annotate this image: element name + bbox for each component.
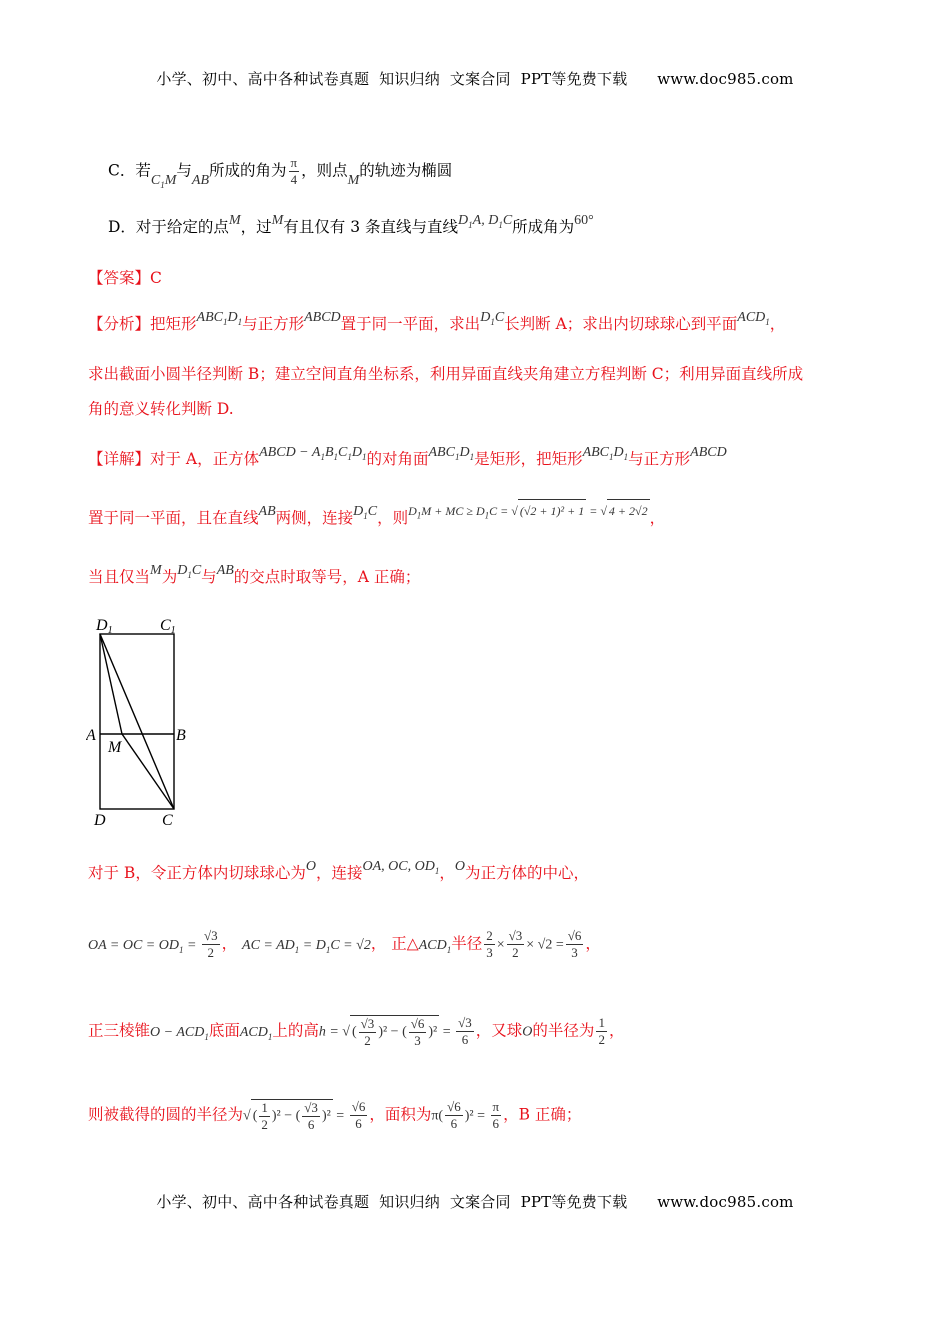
option-c-label: C．若	[108, 161, 151, 180]
detail-line-1: 【详解】对于 A，正方体ABCD − $A_1B_1C_1D_1$的对角面$ABC_1D_1$是矩形，把矩形$ABC_1D_1$与正方形ABCD	[88, 445, 727, 468]
partb-line-1: 对于 B，令正方体内切球球心为O，连接OA, OC, $OD_1$，O为正方体的中心，	[88, 859, 589, 882]
detail-line-2: 置于同一平面，且在直线AB两侧，连接$D_1C$，则$^{D_1M + MC \ge D_1C = √ (√2 + 1)^2 + 1 = √ 4 + 2√2}$ ，	[88, 507, 890, 535]
label-m: M	[108, 739, 122, 756]
analysis-line-3: 角的意义转化判断 D.	[88, 400, 234, 418]
partb-line-3: 正三棱锥$O - ACD_1$底面$ACD_1$上的高h = √ ( $\frac{√3}{2}$ )² − ( $\frac{√6}{3}$ )² = $\frac{√3}{6}$ ，又球O的半径为 $\frac{1}{2}$ ，	[88, 1015, 625, 1048]
option-c: C．若$C_1M$与AB所成的角为 $\frac{\pi}{4}$ ，则点M的轨迹为椭圆	[108, 155, 453, 190]
segment-mc	[122, 734, 174, 809]
answer-line: 【答案】C	[88, 269, 162, 287]
label-c1: C1	[160, 617, 176, 636]
analysis-line-2: 求出截面小圆半径判断 B；建立空间直角坐标系，利用异面直线夹角建立方程判断 C；利用异面直线所成	[88, 365, 804, 383]
option-d: D．对于给定的点M，过M有且仅有 3 条直线与直线$D_1A$, $D_1C$所成角为60°	[108, 213, 594, 236]
label-b: B	[176, 727, 186, 744]
partb-line-2: OA = OC = $OD_1$ = $\frac{√3}{2}$ ， AC = $AD_1 = D_1C = √2$， 正$\triangle ACD_1$半径 $\frac{2}{3}$ × $\frac{√3}{2}$ × √2 = $\frac{√6}{3}$ ，	[88, 928, 601, 960]
detail-line-3: 当且仅当M为$D_1C$与AB的交点时取等号，A 正确；	[88, 563, 421, 586]
geometry-figure	[86, 612, 206, 832]
page-footer: 小学、初中、高中各种试卷真题 知识归纳 文案合同 PPT等免费下载 www.doc985.com	[156, 1193, 794, 1211]
page-header: 小学、初中、高中各种试卷真题 知识归纳 文案合同 PPT等免费下载 www.doc985.com	[156, 70, 794, 88]
label-c: C	[162, 812, 173, 829]
label-d: D	[94, 812, 106, 829]
option-d-label: D．对于给定的点	[108, 218, 229, 236]
label-d1: D1	[96, 617, 113, 636]
segment-d1m	[100, 634, 122, 734]
segment-d1c	[100, 634, 174, 809]
partb-line-4: 则被截得的圆的半径为√ ( $\frac{1}{2}$ )² − ( $\frac{√3}{6}$ )² = $\frac{√6}{6}$ ，面积为π( $\frac{√6}{6}$ )² = $\frac{\pi}{6}$ ，B 正确；	[88, 1099, 582, 1132]
analysis-line-1: 【分析】把矩形$ABC_1D_1$与正方形ABCD置于同一平面，求出$D_1C$长判断 A；求出内切球球心到平面$ACD_1$，	[88, 310, 786, 333]
label-a: A	[86, 727, 96, 744]
